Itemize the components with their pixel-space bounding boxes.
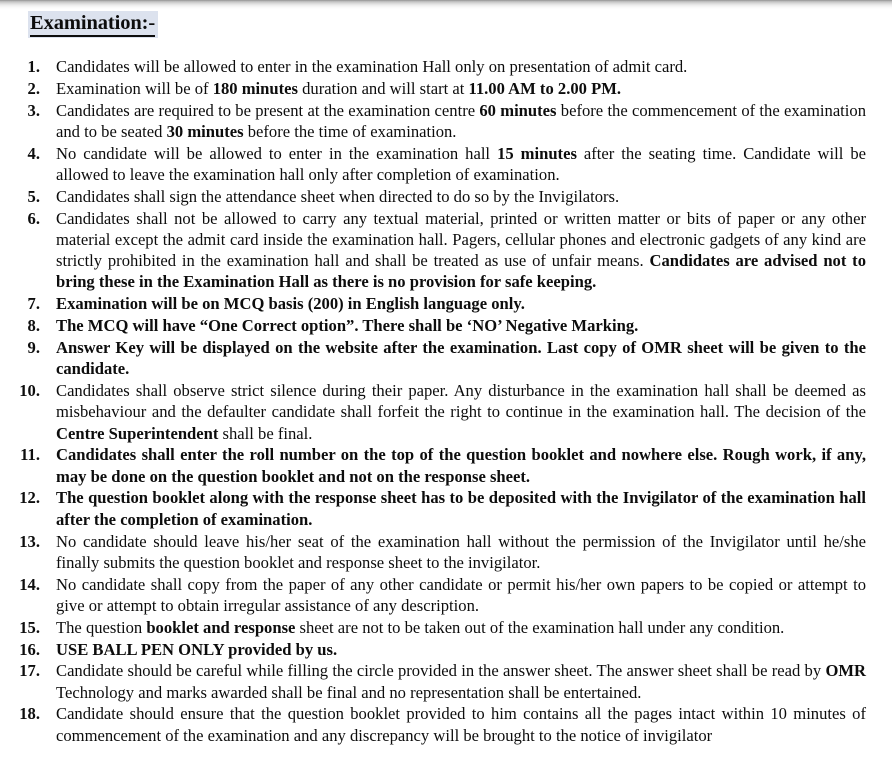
list-item	[0, 574, 892, 617]
list-item-text: No candidate should leave his/her seat of the examination hall without the permission of the Invigilator until he/she finally submits the question booklet and response sheet to the invigilator.	[56, 531, 866, 572]
list-item	[0, 660, 892, 703]
list-item-number: 5.	[27, 186, 40, 206]
list-item-text: Candidates will be allowed to enter in the examination Hall only on presentation of admit card.	[56, 57, 688, 76]
list-item	[0, 293, 892, 314]
list-item-text: The question booklet and response sheet are not to be taken out of the examination hall under any condition.	[56, 617, 785, 637]
list-item-text: Candidate should be careful while filling the circle provided in the answer sheet. The answer sheet shall be read by OMR Technology and marks awarded shall be final and no representation shall be entertained.	[56, 661, 866, 702]
list-item-text: The MCQ will have “One Correct option”. There shall be ‘NO’ Negative Marking.	[56, 316, 639, 336]
list-item-number: 11.	[20, 445, 40, 465]
list-item	[0, 531, 892, 574]
list-item	[0, 56, 892, 77]
list-item-text: Examination will be of 180 minutes duration and will start at 11.00 AM to 2.00 PM.	[56, 78, 622, 98]
list-item-number: 6.	[27, 208, 40, 228]
list-item-number: 16.	[19, 639, 40, 659]
list-item	[0, 444, 892, 487]
list-item-text: Examination will be on MCQ basis (200) in English language only.	[56, 294, 525, 314]
list-item	[0, 639, 892, 660]
list-item	[0, 337, 892, 380]
list-item	[0, 487, 892, 530]
list-item-text: Candidates are required to be present at the examination centre 60 minutes before the commencement of the examination and to be seated 30 minutes before the time of examination.	[56, 100, 867, 141]
list-item	[0, 617, 892, 638]
list-item-number: 1.	[27, 57, 40, 76]
list-item-text: No candidate will be allowed to enter in the examination hall 15 minutes after the seating time. Candidate will be allowed to leave the examination hall only after completion of examination.	[56, 143, 866, 184]
list-item	[0, 78, 892, 99]
instructions-list	[0, 56, 892, 746]
list-item-number: 8.	[27, 316, 40, 336]
scan-shadow-edge	[0, 0, 892, 9]
list-item-number: 3.	[27, 100, 40, 120]
list-item-number: 7.	[27, 294, 40, 314]
list-item-number: 17.	[19, 661, 40, 681]
list-item-number: 2.	[27, 78, 40, 98]
list-item-number: 10.	[19, 380, 40, 400]
list-item-number: 13.	[19, 531, 40, 551]
list-item	[0, 143, 892, 186]
list-item-number: 18.	[19, 704, 40, 724]
list-item-text: Candidates shall observe strict silence during their paper. Any disturbance in the examination hall shall be deemed as misbehaviour and the defaulter candidate shall forfeit the right to continue in the examination hall. The decision of the Centre Superintendent shall be final.	[56, 380, 866, 443]
heading-highlight	[28, 11, 158, 38]
page-title: Examination:-	[30, 12, 155, 37]
list-item-number: 12.	[19, 488, 40, 508]
list-item-number: 14.	[19, 574, 40, 594]
list-item	[0, 315, 892, 336]
list-item	[0, 208, 892, 293]
list-item-number: 4.	[27, 143, 40, 163]
list-item	[0, 100, 892, 143]
list-item-text: No candidate shall copy from the paper of any other candidate or permit his/her own papers to be copied or attempt to give or attempt to obtain irregular assistance of any description.	[56, 574, 866, 615]
section-heading	[28, 11, 158, 38]
list-item-number: 15.	[19, 617, 40, 637]
list-item	[0, 703, 892, 746]
list-item	[0, 380, 892, 444]
list-item	[0, 186, 892, 207]
list-item-text: Candidates shall sign the attendance sheet when directed to do so by the Invigilators.	[56, 186, 620, 206]
list-item-text: USE BALL PEN ONLY provided by us.	[56, 639, 338, 659]
list-item-number: 9.	[27, 337, 40, 357]
list-item-text: Candidates shall enter the roll number on the top of the question booklet and nowhere else. Rough work, if any, may be done on the question booklet and not on the response sheet.	[56, 445, 866, 486]
list-item-text: The question booklet along with the response sheet has to be deposited with the Invigilator of the examination hall after the completion of examination.	[56, 488, 866, 529]
list-item-text: Candidate should ensure that the question booklet provided to him contains all the pages intact within 10 minutes of commencement of the examination and any discrepancy will be brought to the notice of invigilator	[56, 704, 866, 745]
list-item-text: Answer Key will be displayed on the website after the examination. Last copy of OMR sheet will be given to the candidate.	[56, 337, 866, 379]
list-item-text: Candidates shall not be allowed to carry any textual material, printed or written matter or bits of paper or any other material except the admit card inside the examination hall. Pagers, cellular phones and electronic gadgets of any kind are strictly prohibited in the examination hall and shall be treated as use of unfair means. Candidates are advised not to bring these in the Examination Hall as there is no provision for safe keeping.	[56, 208, 866, 292]
